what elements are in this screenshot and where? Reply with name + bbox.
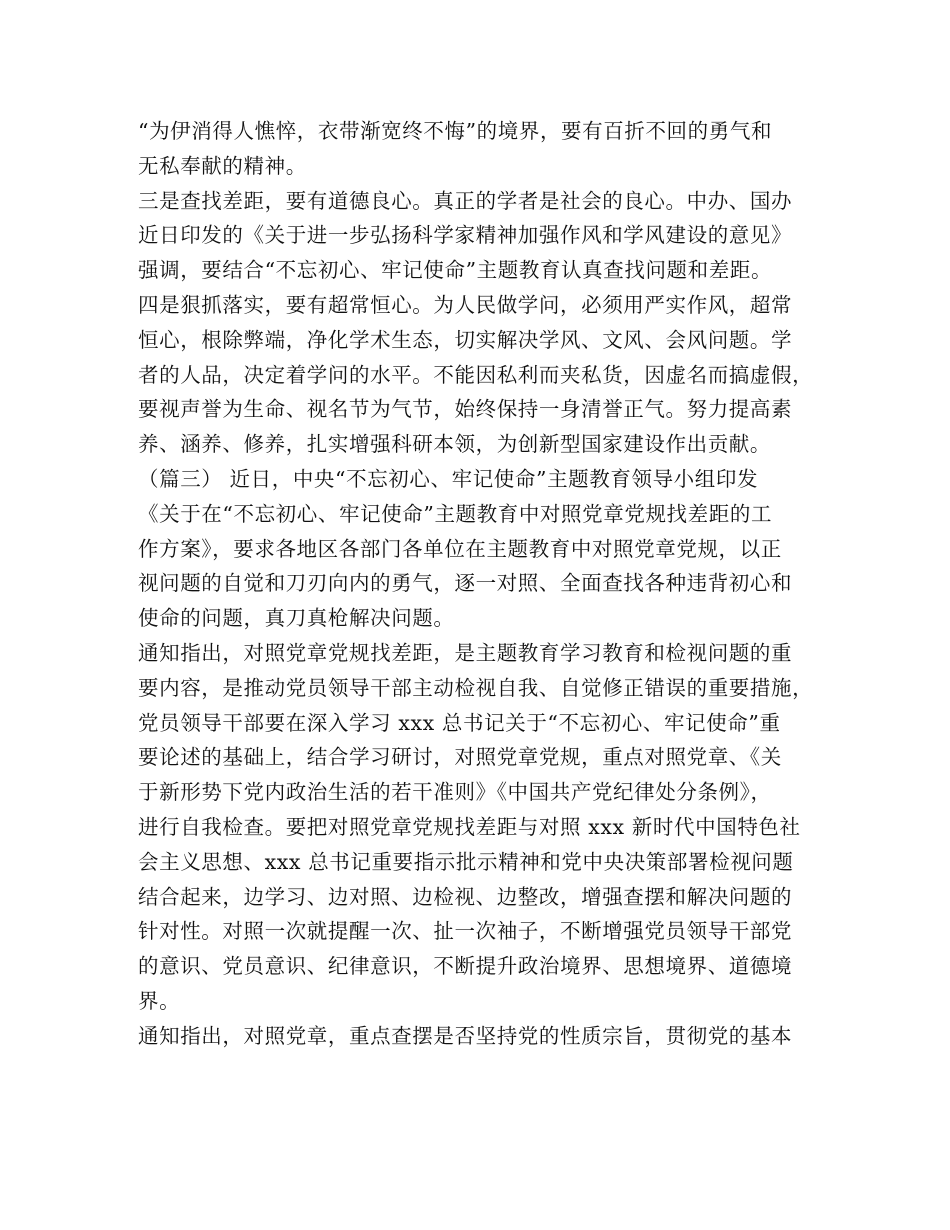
- text-line: 近日印发的《关于进一步弘扬科学家精神加强作风和学风建设的意见》: [138, 223, 793, 248]
- text-line: 四是狠抓落实，要有超常恒心。为人民做学问，必须用严实作风，超常: [138, 292, 793, 317]
- text-line: 针对性。对照一次就提醒一次、扯一次袖子，不断增强党员领导干部党: [138, 919, 793, 944]
- text-line: 三是查找差距，要有道德良心。真正的学者是社会的良心。中办、国办: [138, 188, 793, 213]
- text-line: 党员领导干部要在深入学习 xxx 总书记关于“不忘初心、牢记使命”重: [138, 710, 781, 735]
- text-line: （篇三） 近日，中央“不忘初心、牢记使命”主题教育领导小组印发: [138, 466, 759, 491]
- text-line: 结合起来，边学习、边对照、边检视、边整改，增强查摆和解决问题的: [138, 884, 793, 909]
- text-line: 要论述的基础上，结合学习研讨，对照党章党规，重点对照党章、《关: [138, 745, 782, 770]
- text-line: 《关于在“不忘初心、牢记使命”主题教育中对照党章党规找差距的工: [138, 501, 773, 526]
- text-line: 使命的问题，真刀真枪解决问题。: [138, 606, 455, 631]
- text-line: 者的人品，决定着学问的水平。不能因私利而夹私货，因虚名而搞虚假，: [138, 362, 814, 387]
- text-line: 进行自我检查。要把对照党章党规找差距与对照 xxx 新时代中国特色社: [138, 814, 801, 839]
- text-line: 强调，要结合“不忘初心、牢记使命”主题教育认真查找问题和差距。: [138, 258, 773, 283]
- text-line: 界。: [138, 988, 181, 1013]
- document-body: [138, 114, 818, 1054]
- text-line: 要视声誉为生命、视名节为气节，始终保持一身清誉正气。努力提高素: [138, 397, 793, 422]
- text-line: 无私奉献的精神。: [138, 153, 307, 178]
- text-line: 通知指出，对照党章，重点查摆是否坚持党的性质宗旨，贯彻党的基本: [138, 1023, 793, 1048]
- text-line: 于新形势下党内政治生活的若干准则》《中国共产党纪律处分条例》，: [138, 780, 772, 805]
- text-line: 会主义思想、xxx 总书记重要指示批示精神和党中央决策部署检视问题: [138, 849, 794, 874]
- text-line: 的意识、党员意识、纪律意识，不断提升政治境界、思想境界、道德境: [138, 954, 793, 979]
- text-line: 恒心，根除弊端，净化学术生态，切实解决学风、文风、会风问题。学: [138, 327, 793, 352]
- text-line: 作方案》，要求各地区各部门各单位在主题教育中对照党章党规，以正: [138, 536, 782, 561]
- text-line: 视问题的自觉和刀刃向内的勇气，逐一对照、全面查找各种违背初心和: [138, 571, 793, 596]
- text-line: “为伊消得人憔悴，衣带渐宽终不悔”的境界，要有百折不回的勇气和: [138, 119, 773, 143]
- text-line: 养、涵养、修养，扎实增强科研本领，为创新型国家建设作出贡献。: [138, 432, 771, 457]
- text-line: 要内容，是推动党员领导干部主动检视自我、自觉修正错误的重要措施，: [138, 675, 814, 700]
- text-line: 通知指出，对照党章党规找差距，是主题教育学习教育和检视问题的重: [138, 640, 793, 665]
